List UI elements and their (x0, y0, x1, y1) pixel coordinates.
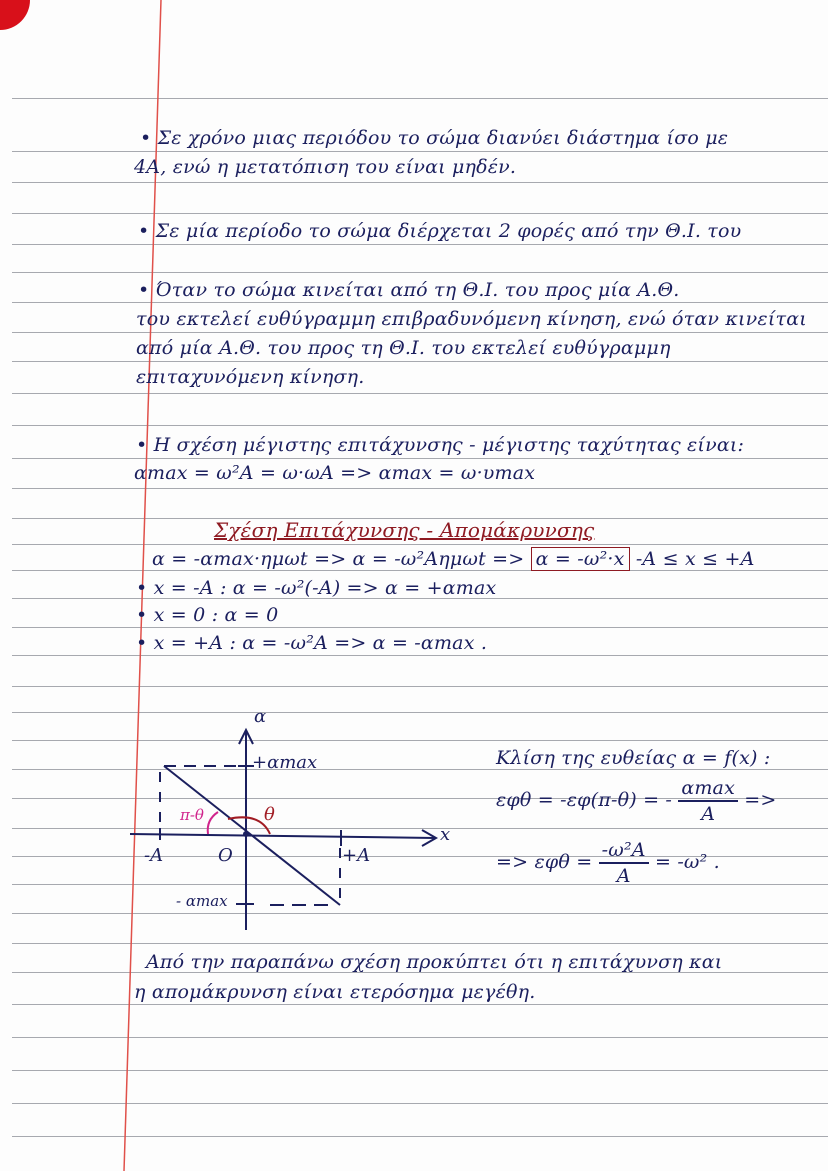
note-max-accel-relation: • Η σχέση μέγιστης επιτάχυνσης - μέγιστης ταχύτητας είναι: (136, 434, 745, 456)
note-motion-type-line3: από μία Α.Θ. του προς τη Θ.Ι. του εκτελεί ευθύγραμμη (136, 337, 671, 359)
case-x-zero: • x = 0 : α = 0 (136, 604, 279, 626)
fraction-w2A-over-A (599, 838, 649, 888)
slope-eq2-prefix: => εφθ = (496, 851, 593, 873)
equation-range: -A ≤ x ≤ +A (635, 548, 755, 570)
slope-eq2-suffix: = -ω² . (654, 851, 720, 873)
section-heading: Σχέση Επιτάχυνσης - Απομάκρυνσης (214, 518, 595, 542)
slope-title: Κλίση της ευθείας α = f(x) : (496, 747, 771, 769)
y-axis-label: α (254, 706, 267, 727)
label-minus-A: -A (144, 845, 164, 866)
fraction-amax-over-A (678, 776, 738, 826)
label-pi-minus-theta: π-θ (180, 806, 204, 824)
fraction-numerator: -ω²A (599, 838, 649, 864)
note-passes-equilibrium: • Σε μία περίοδο το σώμα διέρχεται 2 φορές από την Θ.Ι. του (138, 220, 742, 242)
note-period-distance-line1: • Σε χρόνο μιας περιόδου το σώμα διανύει διάστημα ίσο με (140, 127, 729, 149)
note-motion-type-line2: του εκτελεί ευθύγραμμη επιβραδυνόμενη κίνηση, ενώ όταν κινείται (136, 308, 807, 330)
label-theta: θ (264, 804, 275, 825)
label-minus-amax: - αmax (176, 892, 228, 910)
fraction-numerator: αmax (678, 776, 738, 802)
slope-equation-2 (496, 838, 720, 888)
note-period-distance-line2: 4A, ενώ η μετατόπιση του είναι μηδέν. (134, 156, 517, 178)
label-plus-A: +A (342, 845, 371, 866)
label-plus-amax: +αmax (252, 752, 318, 773)
acceleration-vs-displacement-graph (120, 700, 500, 930)
formula-amax: αmax = ω²A = ω·ωA => αmax = ω·υmax (134, 462, 536, 484)
slope-equation-1 (496, 776, 777, 826)
label-origin: O (218, 845, 233, 866)
equation-prefix: α = -αmax·ημωt => α = -ω²Aημωt => (152, 548, 525, 570)
conclusion-line1: Από την παραπάνω σχέση προκύπτει ότι η επιτάχυνση και (146, 951, 723, 973)
slope-eq1-prefix: εφθ = -εφ(π-θ) = - (496, 789, 673, 811)
note-motion-type-line1: • Όταν το σώμα κινείται από τη Θ.Ι. του προς μία Α.Θ. (138, 279, 680, 301)
conclusion-line2: η απομάκρυνση είναι ετερόσημα μεγέθη. (134, 981, 536, 1003)
slope-eq1-suffix: => (744, 789, 777, 811)
case-x-plus-A: • x = +A : α = -ω²A => α = -αmax . (136, 632, 488, 654)
note-motion-type-line4: επιταχυνόμενη κίνηση. (136, 366, 365, 388)
fraction-denominator: A (616, 865, 631, 887)
fraction-denominator: A (701, 803, 716, 825)
equation-acceleration-displacement (152, 547, 755, 571)
boxed-equation: α = -ω²·x (531, 547, 630, 571)
x-axis-label: x (440, 824, 451, 845)
case-x-minus-A: • x = -A : α = -ω²(-A) => α = +αmax (136, 577, 497, 599)
